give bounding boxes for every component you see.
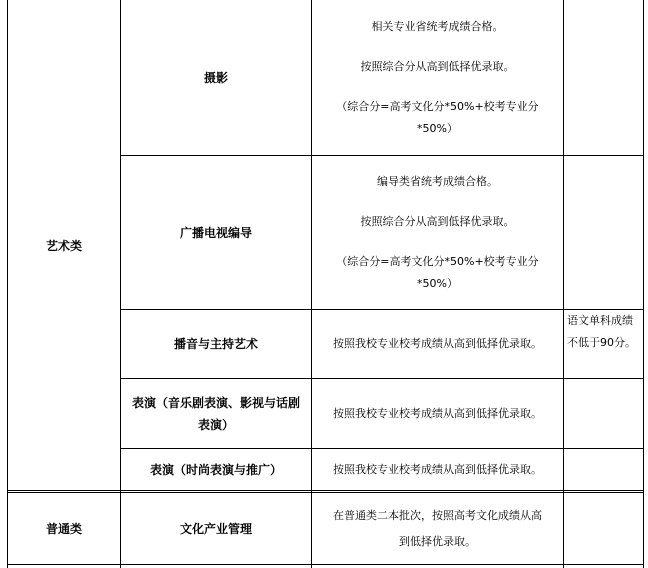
requirement-line: 相关专业省统考成绩合格。 bbox=[371, 19, 504, 33]
requirement-cultural-industry bbox=[312, 493, 563, 564]
category-general: 普通类 bbox=[45, 522, 82, 536]
note-line: 语文单科成绩 bbox=[567, 314, 633, 327]
requirement-line: 按照综合分从高到低择优录取。 bbox=[360, 214, 515, 228]
major-cultural-industry: 文化产业管理 bbox=[179, 521, 252, 536]
requirement-line: 到低择优录取。 bbox=[399, 534, 476, 548]
major-broadcast-directing: 广播电视编导 bbox=[179, 225, 252, 240]
requirement-broadcasting-hosting: 按照我校专业校考成绩从高到低择优录取。 bbox=[333, 337, 542, 350]
requirement-photography bbox=[312, 0, 563, 155]
column-divider bbox=[563, 0, 564, 568]
table-border-right bbox=[643, 0, 644, 568]
requirement-line: 在普通类二本批次，按照高考文化成绩从高 bbox=[333, 508, 542, 522]
note-line: 不低于90分。 bbox=[567, 336, 636, 349]
requirement-broadcast-directing bbox=[312, 156, 563, 309]
requirement-line: 按照综合分从高到低择优录取。 bbox=[360, 59, 515, 73]
major-line: 表演） bbox=[197, 417, 234, 432]
major-line: 表演（音乐剧表演、影视与话剧 bbox=[131, 395, 300, 410]
category-art: 艺术类 bbox=[45, 238, 82, 253]
major-performance-musical bbox=[121, 379, 311, 448]
requirement-line: *50%） bbox=[417, 276, 458, 290]
requirement-line: 编导类省统考成绩合格。 bbox=[377, 174, 498, 188]
requirement-performance-fashion: 按照我校专业校考成绩从高到低择优录取。 bbox=[333, 462, 542, 476]
major-broadcasting-hosting: 播音与主持艺术 bbox=[173, 337, 258, 351]
requirement-line: *50%） bbox=[417, 121, 458, 135]
requirement-performance-musical: 按照我校专业校考成绩从高到低择优录取。 bbox=[333, 406, 542, 420]
major-performance-fashion: 表演（时尚表演与推广） bbox=[149, 462, 282, 477]
row-divider bbox=[7, 490, 644, 491]
table-border-bottom bbox=[7, 564, 644, 565]
major-photography: 摄影 bbox=[203, 70, 228, 85]
requirement-line: （综合分=高考文化分*50%+校考专业分 bbox=[336, 254, 539, 268]
note-chinese-score bbox=[564, 310, 643, 378]
requirement-line: （综合分=高考文化分*50%+校考专业分 bbox=[336, 99, 539, 113]
